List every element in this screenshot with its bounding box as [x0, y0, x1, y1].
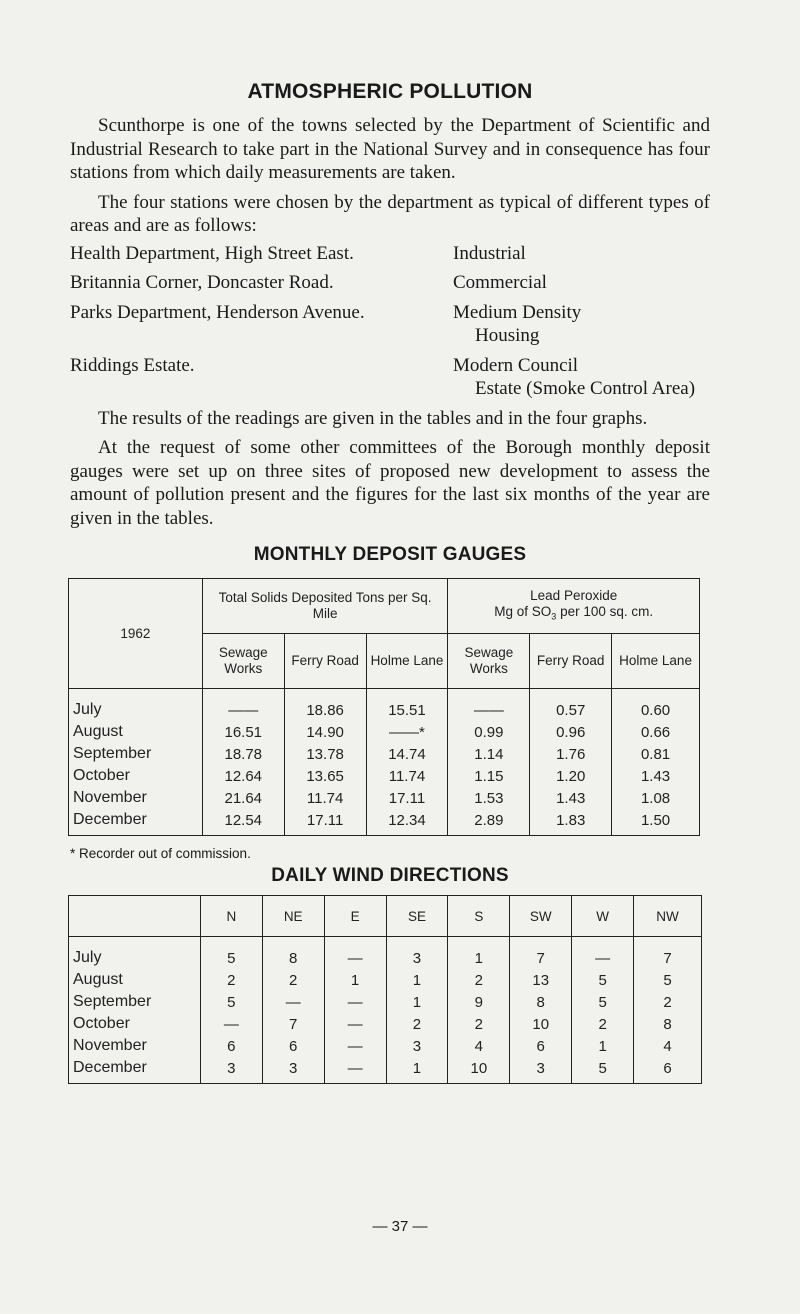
- value-cell: —: [262, 991, 324, 1013]
- column-header: Ferry Road: [530, 634, 612, 689]
- value-cell: 0.96: [530, 721, 612, 743]
- table-row: [69, 787, 700, 809]
- table-row: [69, 1013, 702, 1035]
- stations-paragraph: The four stations were chosen by the department as typical of different types of areas and are as follows:: [70, 191, 710, 236]
- value-cell: 21.64: [202, 787, 284, 809]
- month-cell: December: [69, 809, 203, 836]
- column-header: SW: [510, 896, 572, 937]
- value-cell: 1: [572, 1035, 634, 1057]
- month-cell: October: [69, 765, 203, 787]
- value-cell: 3: [262, 1057, 324, 1084]
- column-header: Sewage Works: [448, 634, 530, 689]
- value-cell: 7: [634, 937, 702, 970]
- value-cell: —: [324, 1035, 386, 1057]
- column-header: Holme Lane: [612, 634, 700, 689]
- value-cell: 17.11: [284, 809, 366, 836]
- month-cell: July: [69, 689, 203, 722]
- value-cell: 14.90: [284, 721, 366, 743]
- month-cell: July: [69, 937, 201, 970]
- month-cell: December: [69, 1057, 201, 1084]
- station-type: Commercial: [453, 272, 547, 293]
- value-cell: 1: [324, 969, 386, 991]
- value-cell: 8: [510, 991, 572, 1013]
- deposit-table-body: [69, 689, 700, 836]
- wind-header-row: [69, 896, 702, 937]
- table-row: [69, 937, 702, 970]
- value-cell: 1: [386, 969, 448, 991]
- value-cell: 17.11: [366, 787, 448, 809]
- value-cell: 0.81: [612, 743, 700, 765]
- table-row: [69, 1057, 702, 1084]
- station-type: Medium Density Housing: [453, 301, 582, 346]
- value-cell: 0.57: [530, 689, 612, 722]
- value-cell: 1: [386, 991, 448, 1013]
- value-cell: 16.51: [202, 721, 284, 743]
- station-row: [70, 242, 710, 266]
- value-cell: 3: [510, 1057, 572, 1084]
- table-row: [69, 743, 700, 765]
- month-cell: November: [69, 1035, 201, 1057]
- station-type: Modern Council Estate (Smoke Control Area): [453, 354, 696, 399]
- value-cell: 2: [448, 969, 510, 991]
- station-location: Riddings Estate.: [70, 354, 195, 376]
- value-cell: 6: [634, 1057, 702, 1084]
- table-row: [69, 969, 702, 991]
- year-header: 1962: [69, 579, 203, 689]
- column-header: S: [448, 896, 510, 937]
- value-cell: 7: [262, 1013, 324, 1035]
- value-cell: 18.78: [202, 743, 284, 765]
- table-row: [69, 689, 700, 722]
- value-cell: 13.78: [284, 743, 366, 765]
- value-cell: 5: [572, 991, 634, 1013]
- value-cell: 1.43: [530, 787, 612, 809]
- value-cell: 2: [386, 1013, 448, 1035]
- column-header: NE: [262, 896, 324, 937]
- value-cell: 2: [262, 969, 324, 991]
- column-header: N: [200, 896, 262, 937]
- value-cell: 5: [572, 1057, 634, 1084]
- column-header: W: [572, 896, 634, 937]
- station-location: Parks Department, Henderson Avenue.: [70, 301, 365, 323]
- value-cell: 1.83: [530, 809, 612, 836]
- value-cell: 10: [448, 1057, 510, 1084]
- value-cell: 18.86: [284, 689, 366, 722]
- value-cell: 1.08: [612, 787, 700, 809]
- value-cell: 13.65: [284, 765, 366, 787]
- footnote: * Recorder out of commission.: [70, 846, 251, 861]
- deposit-heading: MONTHLY DEPOSIT GAUGES: [253, 544, 527, 565]
- value-cell: 2: [448, 1013, 510, 1035]
- value-cell: 13: [510, 969, 572, 991]
- value-cell: ——: [448, 689, 530, 722]
- wind-heading: DAILY WIND DIRECTIONS: [271, 865, 509, 886]
- value-cell: 5: [200, 937, 262, 970]
- value-cell: 5: [200, 991, 262, 1013]
- station-location: Health Department, High Street East.: [70, 242, 354, 264]
- value-cell: 11.74: [366, 765, 448, 787]
- value-cell: 2: [634, 991, 702, 1013]
- value-cell: 12.64: [202, 765, 284, 787]
- month-cell: August: [69, 969, 201, 991]
- month-cell: September: [69, 743, 203, 765]
- station-list: [70, 242, 710, 401]
- month-cell: November: [69, 787, 203, 809]
- value-cell: 2: [572, 1013, 634, 1035]
- month-cell: September: [69, 991, 201, 1013]
- value-cell: 1: [448, 937, 510, 970]
- value-cell: 15.51: [366, 689, 448, 722]
- value-cell: 1.20: [530, 765, 612, 787]
- gauges-paragraph: At the request of some other committees of the Borough monthly deposit gauges were set up on three sites of proposed new development to assess the amount of pollution present and the figures for the last six months of the year are given in the tables.: [70, 437, 710, 529]
- value-cell: 1.50: [612, 809, 700, 836]
- station-row: [70, 301, 710, 348]
- value-cell: 5: [634, 969, 702, 991]
- table-row: [69, 721, 700, 743]
- deposit-table: [68, 578, 700, 836]
- value-cell: 8: [262, 937, 324, 970]
- page-title: ATMOSPHERIC POLLUTION: [247, 80, 533, 103]
- value-cell: 1: [386, 1057, 448, 1084]
- table-row: [69, 991, 702, 1013]
- corner-header: [69, 896, 201, 937]
- value-cell: —: [324, 1057, 386, 1084]
- value-cell: 6: [262, 1035, 324, 1057]
- table-row: [69, 809, 700, 836]
- value-cell: 14.74: [366, 743, 448, 765]
- lead-group-header: Lead Peroxide Mg of $SO_3$ per 100 sq. cm.: [448, 579, 700, 634]
- column-header: NW: [634, 896, 702, 937]
- month-cell: October: [69, 1013, 201, 1035]
- column-header: Sewage Works: [202, 634, 284, 689]
- solids-group-header: Total Solids Deposited Tons per Sq. Mile: [202, 579, 448, 634]
- wind-table-body: [69, 937, 702, 1084]
- value-cell: 6: [510, 1035, 572, 1057]
- column-header: Ferry Road: [284, 634, 366, 689]
- value-cell: 4: [634, 1035, 702, 1057]
- value-cell: 11.74: [284, 787, 366, 809]
- column-header: Holme Lane: [366, 634, 448, 689]
- value-cell: 12.54: [202, 809, 284, 836]
- value-cell: 3: [386, 937, 448, 970]
- results-paragraph: The results of the readings are given in the tables and in the four graphs.: [98, 407, 648, 429]
- value-cell: 1.43: [612, 765, 700, 787]
- column-header: E: [324, 896, 386, 937]
- value-cell: 5: [572, 969, 634, 991]
- value-cell: —: [324, 1013, 386, 1035]
- value-cell: ——*: [366, 721, 448, 743]
- value-cell: 3: [200, 1057, 262, 1084]
- value-cell: 1.14: [448, 743, 530, 765]
- value-cell: —: [200, 1013, 262, 1035]
- value-cell: 1.15: [448, 765, 530, 787]
- table-row: [69, 765, 700, 787]
- station-location: Britannia Corner, Doncaster Road.: [70, 272, 334, 293]
- station-type: Industrial: [453, 242, 526, 264]
- table-row: [69, 1035, 702, 1057]
- value-cell: 10: [510, 1013, 572, 1035]
- value-cell: 8: [634, 1013, 702, 1035]
- value-cell: ——: [202, 689, 284, 722]
- value-cell: 2: [200, 969, 262, 991]
- value-cell: —: [572, 937, 634, 970]
- value-cell: 0.99: [448, 721, 530, 743]
- value-cell: 1.76: [530, 743, 612, 765]
- station-row: [70, 354, 710, 401]
- value-cell: 1.53: [448, 787, 530, 809]
- value-cell: —: [324, 991, 386, 1013]
- value-cell: 12.34: [366, 809, 448, 836]
- value-cell: 9: [448, 991, 510, 1013]
- value-cell: —: [324, 937, 386, 970]
- intro-paragraph: Scunthorpe is one of the towns selected by the Department of Scientific and Industrial Research to take part in the National Survey and in consequence has four stations from which daily measurements are taken.: [70, 115, 710, 183]
- page-number: — 37 —: [372, 1218, 428, 1235]
- value-cell: 3: [386, 1035, 448, 1057]
- wind-table: [68, 895, 702, 1084]
- column-header: SE: [386, 896, 448, 937]
- value-cell: 4: [448, 1035, 510, 1057]
- value-cell: 2.89: [448, 809, 530, 836]
- station-row: [70, 271, 710, 295]
- document-page: [70, 80, 710, 1084]
- value-cell: 0.60: [612, 689, 700, 722]
- value-cell: 7: [510, 937, 572, 970]
- value-cell: 0.66: [612, 721, 700, 743]
- month-cell: August: [69, 721, 203, 743]
- value-cell: 6: [200, 1035, 262, 1057]
